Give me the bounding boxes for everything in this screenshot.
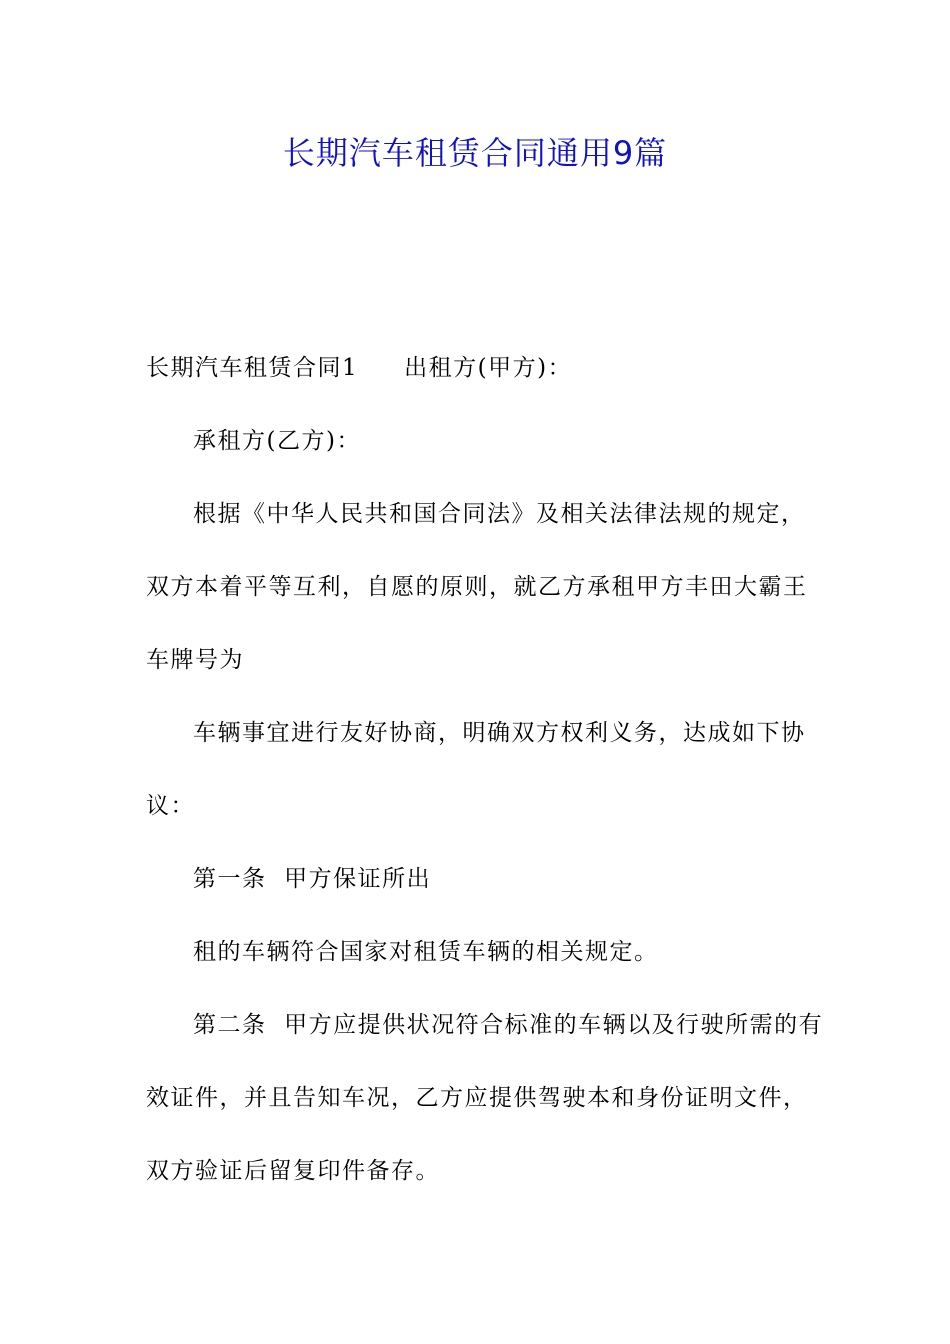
- contract-number: 长期汽车租赁合同1: [146, 355, 359, 381]
- lessee-label: 承租方(乙方)：: [193, 428, 361, 454]
- lessor-label: 出租方(甲方)：: [404, 355, 573, 381]
- contract-heading-line: [146, 332, 810, 405]
- article-1-line: 第一条 甲方保证所出: [193, 866, 432, 892]
- paragraph-line: 车辆事宜进行友好协商，明确双方权利义务，达成如下协: [193, 720, 806, 746]
- page-title: 长期汽车租赁合同通用9篇: [282, 134, 668, 172]
- document-body: [146, 332, 824, 1208]
- paragraph-line: 效证件，并且告知车况，乙方应提供驾驶本和身份证明文件，: [146, 1085, 808, 1111]
- paragraph-line: 议：: [146, 793, 195, 819]
- paragraph-line: 根据《中华人民共和国合同法》及相关法律法规的规定，: [193, 501, 806, 527]
- paragraph-line: 车牌号为: [146, 647, 244, 673]
- paragraph-line: 双方验证后留复印件备存。: [146, 1158, 440, 1184]
- paragraph-line: 租的车辆符合国家对租赁车辆的相关规定。: [193, 939, 659, 965]
- article-2-line: 第二条 甲方应提供状况符合标准的车辆以及行驶所需的有: [193, 1012, 824, 1038]
- paragraph-line: 双方本着平等互利，自愿的原则，就乙方承租甲方丰田大霸王: [146, 574, 808, 600]
